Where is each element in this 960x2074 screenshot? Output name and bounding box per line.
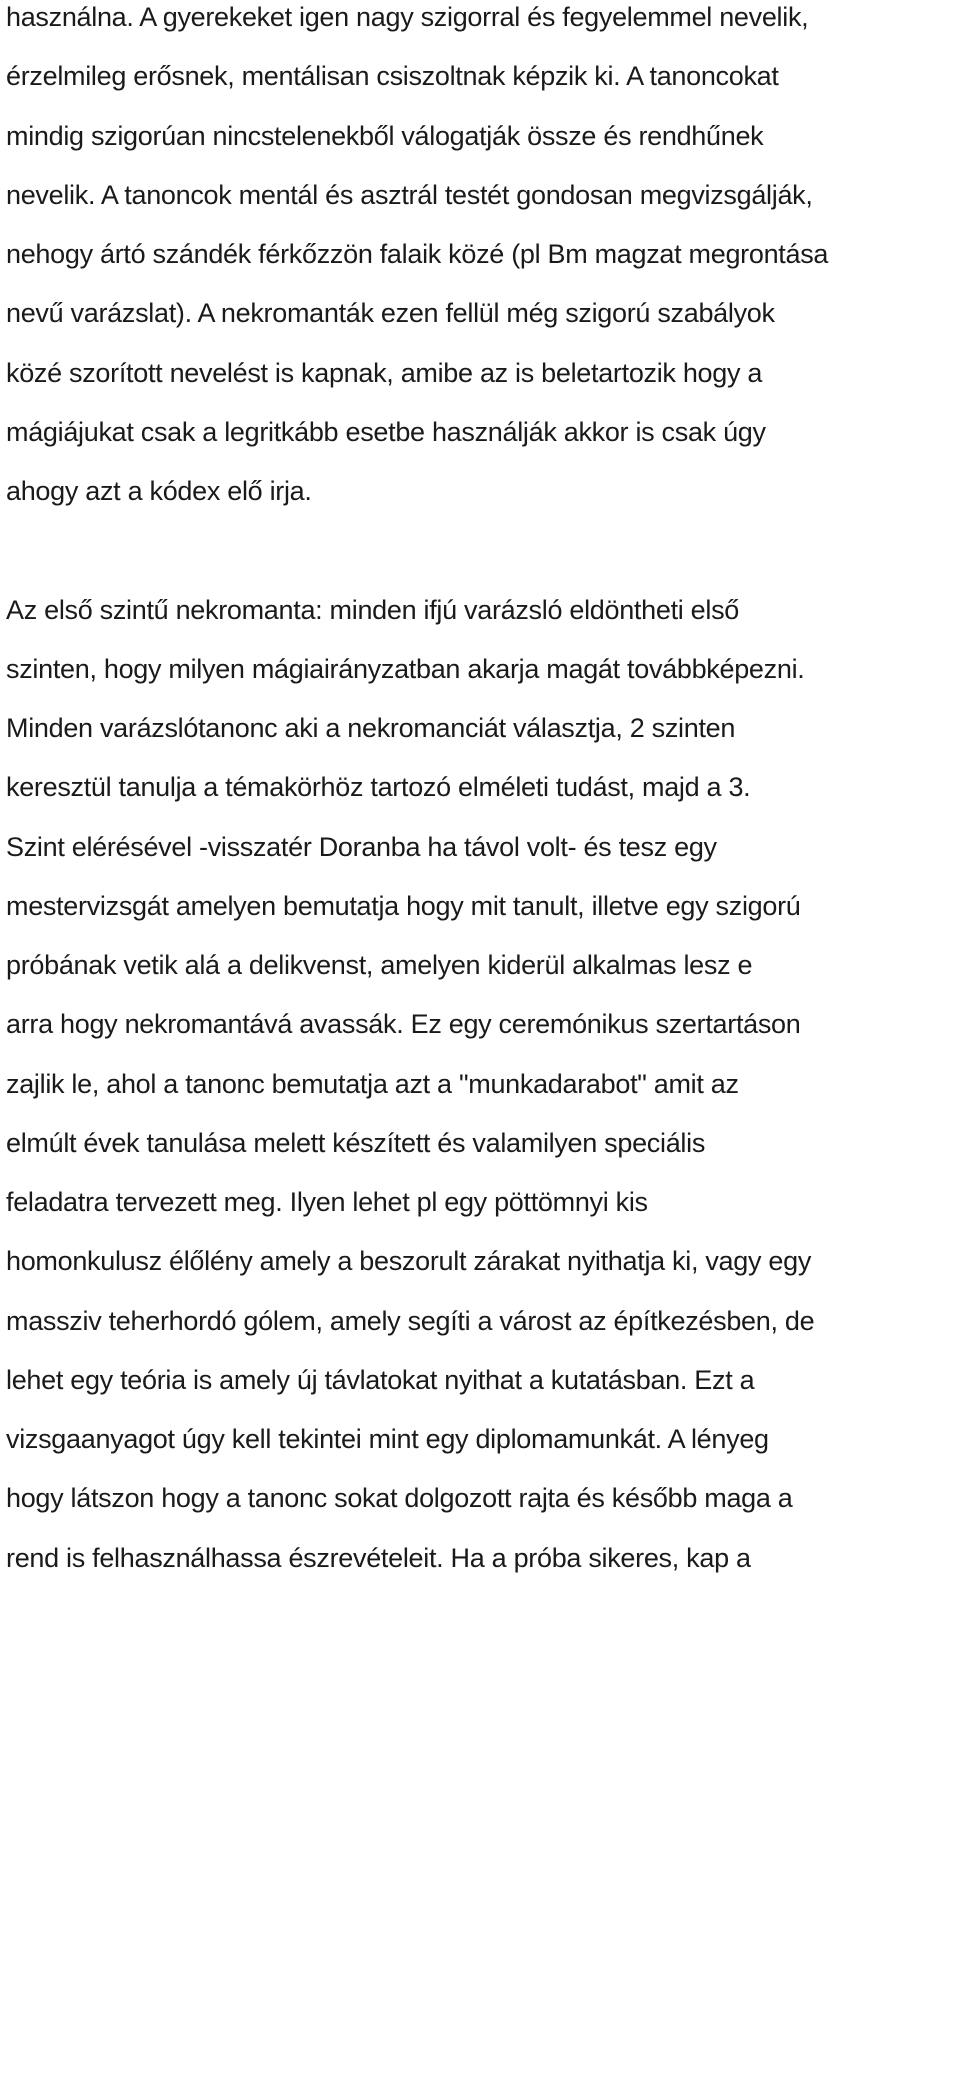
text-line: mágiájukat csak a legritkább esetbe használják akkor is csak úgy	[6, 417, 766, 447]
text-line: massziv teherhordó gólem, amely segíti a várost az építkezésben, de	[6, 1306, 815, 1336]
text-line: mindig szigorúan nincstelenekből válogatják össze és rendhűnek	[6, 121, 764, 151]
text-line: Minden varázslótanonc aki a nekromanciát választja, 2 szinten	[6, 713, 736, 743]
text-line: elmúlt évek tanulása melett készített és valamilyen speciális	[6, 1128, 706, 1158]
text-line: ahogy azt a kódex elő irja.	[6, 476, 312, 506]
text-line: használna. A gyerekeket igen nagy szigorral és fegyelemmel nevelik,	[6, 2, 809, 32]
text-line: lehet egy teória is amely új távlatokat nyithat a kutatásban. Ezt a	[6, 1365, 755, 1395]
text-line: arra hogy nekromantává avassák. Ez egy ceremónikus szertartáson	[6, 1009, 801, 1039]
text-line: érzelmileg erősnek, mentálisan csiszoltnak képzik ki. A tanoncokat	[6, 61, 779, 91]
text-line: mestervizsgát amelyen bemutatja hogy mit tanult, illetve egy szigorú	[6, 891, 801, 921]
text-line: rend is felhasználhassa észrevételeit. Ha a próba sikeres, kap a	[6, 1543, 751, 1573]
text-line: Szint elérésével -visszatér Doranba ha távol volt- és tesz egy	[6, 832, 717, 862]
text-line: vizsgaanyagot úgy kell tekintei mint egy diplomamunkát. A lényeg	[6, 1424, 769, 1454]
text-line: zajlik le, ahol a tanonc bemutatja azt a "munkadarabot" amit az	[6, 1069, 739, 1099]
text-line: hogy látszon hogy a tanonc sokat dolgozott rajta és később maga a	[6, 1483, 793, 1513]
text-line: nehogy ártó szándék férkőzzön falaik közé (pl Bm magzat megrontása	[6, 239, 829, 269]
text-line: Az első szintű nekromanta: minden ifjú varázsló eldöntheti első	[6, 595, 740, 625]
text-line: nevelik. A tanoncok mentál és asztrál testét gondosan megvizsgálják,	[6, 180, 813, 210]
text-line: nevű varázslat). A nekromanták ezen fellül még szigorú szabályok	[6, 298, 775, 328]
text-line: homonkulusz élőlény amely a beszorult zárakat nyithatja ki, vagy egy	[6, 1246, 812, 1276]
text-line: próbának vetik alá a delikvenst, amelyen kiderül alkalmas lesz e	[6, 950, 753, 980]
text-line: közé szorított nevelést is kapnak, amibe az is beletartozik hogy a	[6, 358, 763, 388]
text-line: szinten, hogy milyen mágiairányzatban akarja magát továbbképezni.	[6, 654, 805, 684]
text-line: keresztül tanulja a témakörhöz tartozó elméleti tudást, majd a 3.	[6, 772, 751, 802]
text-line: feladatra tervezett meg. Ilyen lehet pl egy pöttömnyi kis	[6, 1187, 648, 1217]
